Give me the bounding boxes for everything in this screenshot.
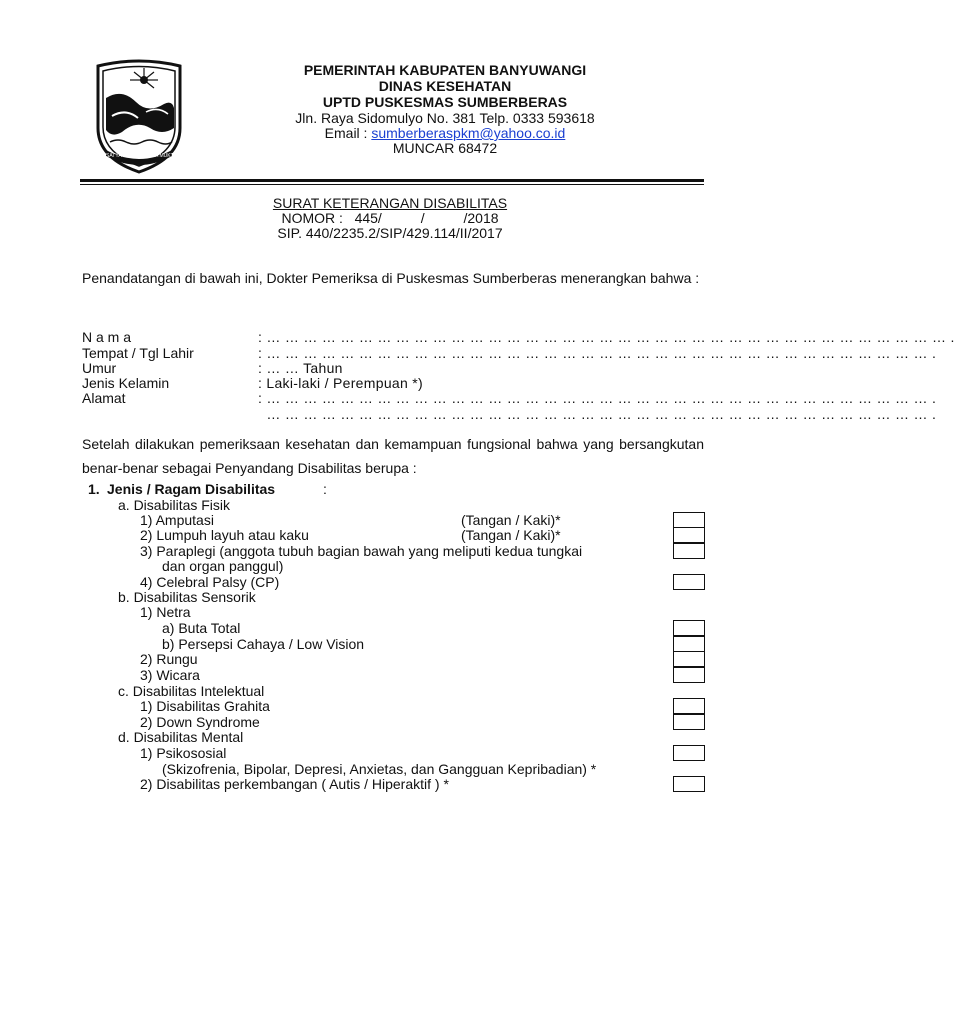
- category-sensory: b. Disabilitas Sensorik: [118, 589, 256, 605]
- item-paralysis: 2) Lumpuh layuh atau kaku: [140, 527, 309, 543]
- item-down-syndrome: 2) Down Syndrome: [140, 714, 260, 730]
- email-link[interactable]: sumberberaspkm@yahoo.co.id: [371, 125, 566, 141]
- item-amputation-note: (Tangan / Kaki)*: [461, 512, 561, 528]
- checkbox-paraplegia[interactable]: [673, 543, 705, 559]
- item-vision: 1) Netra: [140, 604, 191, 620]
- field-value-gender: : Laki-laki / Perempuan *): [258, 375, 423, 391]
- emblem-motto: SATYA BHAKTI PRAJA MUKTI: [106, 153, 175, 159]
- header-divider-thick: [80, 179, 704, 182]
- field-value-address-line2: … … … … … … … … … … … … … … … … … … … … … … … … … … … … … … … … … … … … .: [258, 406, 937, 422]
- checkbox-amputation[interactable]: [673, 512, 705, 528]
- section-number: 1.: [88, 481, 100, 497]
- checkbox-paralysis[interactable]: [673, 527, 705, 543]
- item-psychosocial: 1) Psikososial: [140, 745, 227, 761]
- item-total-blind: a) Buta Total: [162, 620, 241, 636]
- letterhead-government: PEMERINTAH KABUPATEN BANYUWANGI: [303, 62, 587, 78]
- checkbox-speech[interactable]: [673, 667, 705, 683]
- checkbox-grahita[interactable]: [673, 698, 705, 714]
- section-colon: :: [323, 481, 327, 497]
- category-intellectual: c. Disabilitas Intelektual: [118, 683, 265, 699]
- checkbox-down-syndrome[interactable]: [673, 714, 705, 730]
- item-paralysis-note: (Tangan / Kaki)*: [461, 527, 561, 543]
- item-paraplegia: 3) Paraplegi (anggota tubuh bagian bawah yang meliputi kedua tungkai: [140, 543, 583, 559]
- intro-paragraph: Penandatangan di bawah ini, Dokter Pemeriksa di Puskesmas Sumberberas menerangkan bahwa :: [82, 270, 700, 286]
- checkbox-low-vision[interactable]: [673, 636, 705, 652]
- item-developmental: 2) Disabilitas perkembangan ( Autis / Hiperaktif ) *: [140, 776, 449, 792]
- section-heading: Jenis / Ragam Disabilitas: [107, 481, 276, 497]
- item-cerebral-palsy: 4) Celebral Palsy (CP): [140, 574, 280, 590]
- checkbox-deaf[interactable]: [673, 651, 705, 667]
- category-physical: a. Disabilitas Fisik: [118, 497, 231, 513]
- regency-emblem-logo: [92, 58, 186, 174]
- checkbox-total-blind[interactable]: [673, 620, 705, 636]
- field-label-gender: Jenis Kelamin: [82, 375, 170, 391]
- result-paragraph: Setelah dilakukan pemeriksaan kesehatan dan kemampuan fungsional bahwa yang bersangkutan benar-benar sebagai Penyandang Disabilitas berupa :: [82, 436, 704, 476]
- category-mental: d. Disabilitas Mental: [118, 729, 244, 745]
- field-value-birth: : … … … … … … … … … … … … … … … … … … … … … … … … … … … … … … … … … … … … .: [258, 345, 937, 361]
- header-divider-thin: [80, 184, 704, 185]
- letterhead-unit: UPTD PUSKESMAS SUMBERBERAS: [322, 94, 568, 110]
- item-amputation: 1) Amputasi: [140, 512, 214, 528]
- item-psychosocial-detail: (Skizofrenia, Bipolar, Depresi, Anxietas, dan Gangguan Kepribadian) *: [162, 761, 597, 777]
- field-label-age: Umur: [82, 360, 117, 376]
- checkbox-psychosocial[interactable]: [673, 745, 705, 761]
- field-value-nama: : … … … … … … … … … … … … … … … … … … … … … … … … … … … … … … … … … … … … … .: [258, 329, 955, 345]
- field-value-address-line1: : … … … … … … … … … … … … … … … … … … … … … … … … … … … … … … … … … … … … .: [258, 390, 937, 406]
- letterhead-email-line: [260, 125, 630, 141]
- item-speech: 3) Wicara: [140, 667, 200, 683]
- checkbox-cerebral-palsy[interactable]: [673, 574, 705, 590]
- letterhead-address: Jln. Raya Sidomulyo No. 381 Telp. 0333 593618: [295, 110, 595, 126]
- letterhead-city: MUNCAR 68472: [392, 140, 498, 156]
- letterhead-department: DINAS KESEHATAN: [378, 78, 512, 94]
- item-deaf: 2) Rungu: [140, 651, 198, 667]
- field-label-nama: N a m a: [82, 329, 132, 345]
- item-paraplegia-cont: dan organ panggul): [162, 558, 284, 574]
- document-title: SURAT KETERANGAN DISABILITAS: [272, 195, 508, 211]
- document-number: NOMOR : 445/ / /2018: [281, 210, 499, 226]
- field-label-address: Alamat: [82, 390, 126, 406]
- item-grahita: 1) Disabilitas Grahita: [140, 698, 270, 714]
- checkbox-developmental[interactable]: [673, 776, 705, 792]
- email-prefix: Email :: [324, 125, 372, 141]
- field-label-birth: Tempat / Tgl Lahir: [82, 345, 194, 361]
- doctor-license-number: SIP. 440/2235.2/SIP/429.114/II/2017: [277, 225, 503, 241]
- field-value-age: : … … Tahun: [258, 360, 343, 376]
- item-low-vision: b) Persepsi Cahaya / Low Vision: [162, 636, 365, 652]
